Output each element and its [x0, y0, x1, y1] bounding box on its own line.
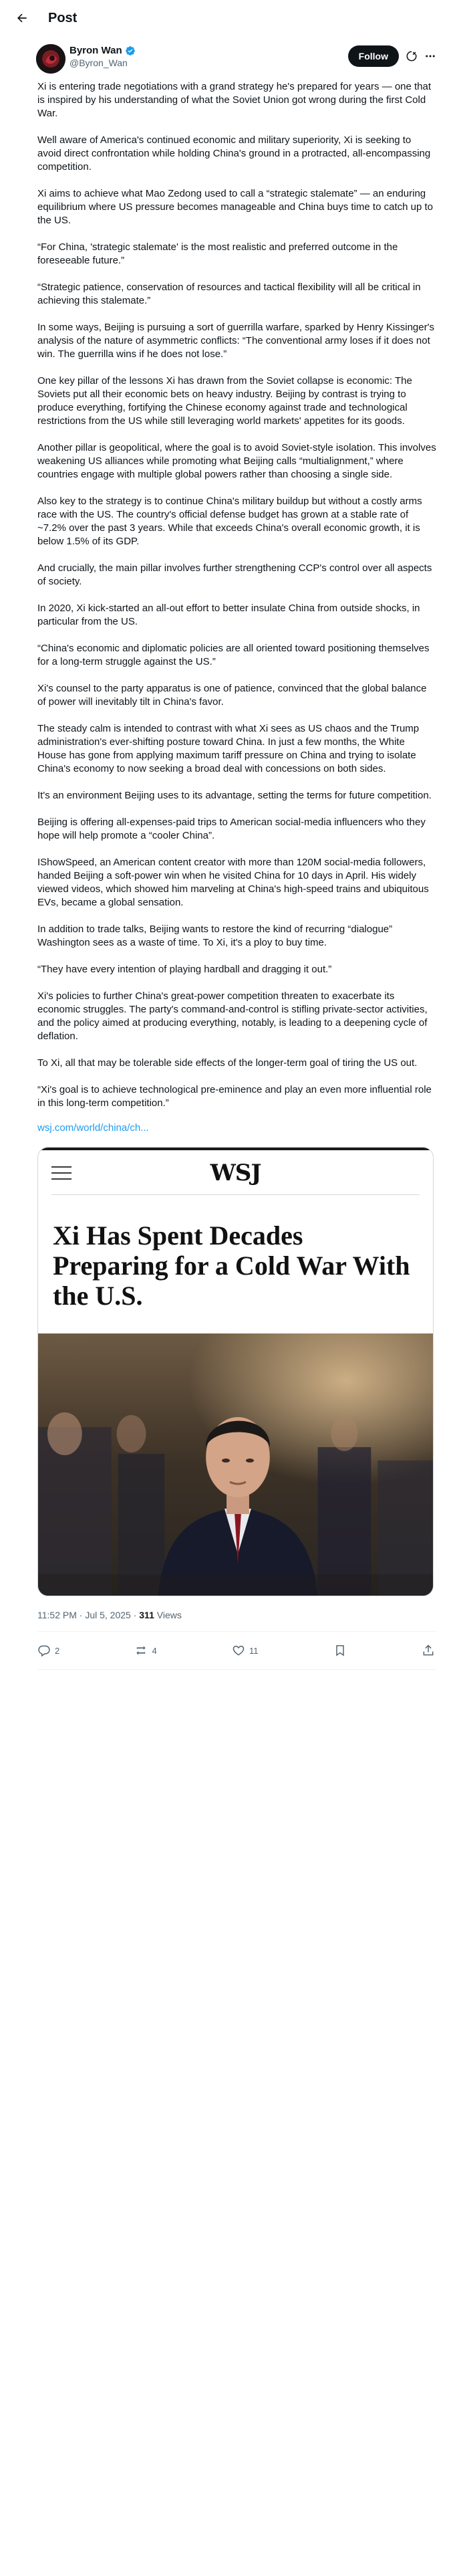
more-options-icon[interactable] [424, 50, 436, 62]
header-actions [348, 45, 436, 67]
follow-button[interactable]: Follow [348, 45, 399, 67]
post-paragraph: “China's economic and diplomatic policies are all oriented toward positioning themselves for a long-term struggle against the US.” [37, 643, 430, 667]
views-label: Views [154, 1610, 182, 1620]
like-button[interactable] [232, 1644, 259, 1657]
card-headline: Xi Has Spent Decades Preparing for a Cold War With the U.S. [53, 1220, 410, 1311]
post-paragraph: Well aware of America's continued economic and military superiority, Xi is seeking to avoid direct confrontation while holding China's ground in a protracted, all-encompassing competition. [37, 134, 431, 173]
post-paragraph: And crucially, the main pillar involves further strengthening CCP's control over all aspects of society. [37, 562, 432, 587]
action-bar [37, 1632, 436, 1669]
views-count: 311 [139, 1610, 154, 1620]
verified-badge-icon [125, 45, 136, 56]
repost-button[interactable] [134, 1644, 156, 1657]
back-button[interactable] [11, 7, 33, 29]
post-paragraph: “Strategic patience, conservation of resources and tactical flexibility will all be critical in achieving this stalemate.” [37, 282, 421, 306]
card-header [38, 1148, 433, 1194]
author-handle[interactable]: @Byron_Wan [69, 58, 128, 68]
post-paragraph: Beijing is offering all-expenses-paid trips to American social-media influencers who they hope will help promote a “cooler China”. [37, 817, 426, 841]
post-text [37, 80, 436, 1110]
post-paragraph: Xi's policies to further China's great-power competition threaten to exacerbate its economic struggles. The party's command-and-control is stifling private-sector activities, and the policy aimed at producing everything, notably, is leading to a deepening cycle of deflation. [37, 990, 428, 1042]
post-paragraph: “Xi's goal is to achieve technological pre-eminence and play an even more influential role in this long-term competition.” [37, 1084, 432, 1109]
heart-icon [232, 1644, 245, 1657]
back-arrow-icon [15, 11, 29, 25]
post-paragraph: In 2020, Xi kick-started an all-out effort to better insulate China from outside shocks, in particular from the US. [37, 603, 420, 627]
post-paragraph: Xi is entering trade negotiations with a grand strategy he's prepared for years — one that is inspired by his understanding of what the Soviet Union got wrong during the first Cold War. [37, 81, 432, 119]
post-paragraph: It's an environment Beijing uses to its advantage, setting the terms for future competition. [37, 790, 432, 801]
reply-button[interactable] [37, 1644, 59, 1657]
author-name-row [69, 45, 136, 56]
link-card[interactable] [37, 1147, 434, 1596]
post-paragraph: “For China, 'strategic stalemate' is the most realistic and preferred outcome in the foreseeable future.” [37, 241, 398, 266]
post-paragraph: In some ways, Beijing is pursuing a sort of guerrilla warfare, sparked by Henry Kissinger's analysis of the nature of asymmetric conflicts: “The conventional army loses if it does not win. The guerrilla wins if he does not lose.” [37, 322, 434, 360]
card-photo [38, 1333, 433, 1596]
bookmark-button[interactable] [333, 1644, 347, 1657]
repost-count: 4 [152, 1645, 157, 1656]
post-paragraph: Another pillar is geopolitical, where the goal is to avoid Soviet-style isolation. This involves weakening US alliances while promoting what Beijing calls “multialignment,” where countries engage with multiple global powers rather than choosing a single side. [37, 442, 436, 480]
reply-icon [37, 1644, 51, 1657]
top-bar [0, 0, 451, 36]
bookmark-icon [333, 1644, 347, 1657]
repost-icon [134, 1644, 148, 1657]
avatar-image [36, 44, 65, 74]
post-paragraph: To Xi, all that may be tolerable side effects of the longer-term goal of tiring the US out. [37, 1057, 418, 1069]
post-paragraph: Also key to the strategy is to continue China's military buildup but without a costly arms race with the US. The country's official defense budget has grown at a stable rate of ~7.2% over the past 3 years. While that exceeds China's overall economic growth, it is below 1.5% of its GDP. [37, 496, 422, 547]
share-button[interactable] [422, 1644, 435, 1657]
post-paragraph: The steady calm is intended to contrast with what Xi sees as US chaos and the Trump administration's ever-shifting posture toward China. In just a few months, the White House has gone from applying maximum tariff pressure on China and trying to isolate China's economy to now seeking a broad deal with concessions on both sides. [37, 723, 420, 774]
avatar[interactable] [36, 44, 65, 74]
post-header [37, 36, 436, 75]
post-paragraph: IShowSpeed, an American content creator with more than 120M social-media followers, handed Beijing a soft-power win when he visited China for 10 days in April. His widely viewed videos, which showed him marveling at China's high-speed trains and ubiquitous EVs, became a global sensation. [37, 857, 429, 908]
article-link[interactable]: wsj.com/world/china/ch... [37, 1122, 149, 1134]
author-name[interactable]: Byron Wan [69, 45, 122, 56]
grok-icon[interactable] [406, 50, 418, 62]
page-title: Post [48, 10, 78, 25]
post-meta [37, 1610, 436, 1620]
author-info [69, 45, 136, 68]
post-paragraph: “They have every intention of playing hardball and dragging it out.” [37, 964, 332, 975]
post-paragraph: Xi aims to achieve what Mao Zedong used to call a “strategic stalemate” — an enduring equilibrium where US pressure becomes manageable and China buys time to catch up to the US. [37, 188, 433, 226]
reply-count: 2 [55, 1645, 60, 1656]
divider [37, 1669, 436, 1670]
post-timestamp[interactable]: 11:52 PM · Jul 5, 2025 · [37, 1610, 140, 1620]
post [0, 36, 451, 1670]
like-count: 11 [249, 1645, 259, 1656]
post-paragraph: In addition to trade talks, Beijing wants to restore the kind of recurring “dialogue” Washington sees as a waste of time. To Xi, it's a ploy to buy time. [37, 924, 393, 948]
post-paragraph: Xi's counsel to the party apparatus is one of patience, convinced that the global balance of power will inevitably tilt in China's favor. [37, 683, 427, 708]
share-icon [422, 1644, 435, 1657]
post-paragraph: One key pillar of the lessons Xi has drawn from the Soviet collapse is economic: The Soviets put all their economic bets on heavy industry. Beijing by contrast is trying to produce everything, fortifying the Chinese economy against trade and technological restrictions from the US while still leveraging world markets' appetites for its goods. [37, 375, 412, 427]
wsj-logo: WSJ [210, 1160, 261, 1186]
